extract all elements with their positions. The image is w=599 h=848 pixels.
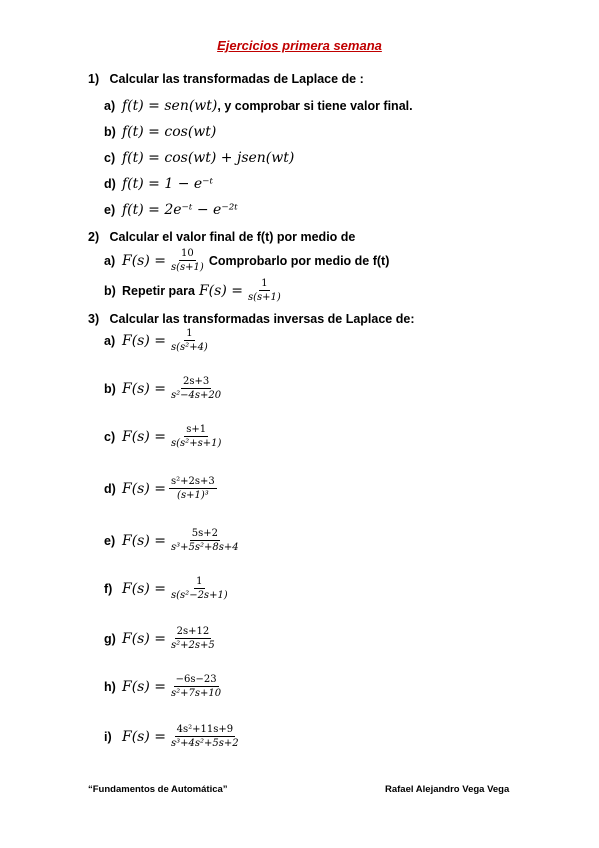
s3-item-a: a) F(s) = $\frac{1}{\text{s(s²+4)}}$ <box>104 328 208 353</box>
s1-item-c: c) f(t) = cos(wt) + jsen(wt) <box>104 150 295 166</box>
s1-b-expr: f(t) = cos(wt) <box>122 124 217 140</box>
s3-e-lhs: F(s) = <box>122 532 167 549</box>
fraction-denominator: s³+5s²+8s+4 <box>171 542 239 553</box>
s3-item-e: e) F(s) = $\frac{5s+2}{\text{s³+5s²+8s+4}}$ <box>104 528 239 553</box>
s3-b-lhs: F(s) = <box>122 380 167 397</box>
fraction-numerator: 10 <box>181 248 194 259</box>
s3-item-h: h) F(s) = $\frac{-6s-23}{\text{s²+7s+10}}$ <box>104 674 222 699</box>
section-2-text: Calcular el valor final de f(t) por medio de <box>109 230 356 244</box>
fraction-denominator: s(s²+4) <box>171 342 208 353</box>
fraction-denominator: s(s+1) <box>171 262 204 273</box>
section-1-heading <box>88 72 364 86</box>
fraction-denominator: s(s²−2s+1) <box>171 590 228 601</box>
s3-i-lhs: F(s) = <box>122 728 167 745</box>
s3-g-fraction <box>169 626 217 651</box>
s3-b-fraction <box>169 376 223 401</box>
s2-item-b: b) Repetir para F(s) = $\frac{1}{s(s+1)}$ <box>104 278 281 303</box>
fraction-numerator: 1 <box>186 328 193 339</box>
fraction-numerator: 2s+3 <box>182 376 210 387</box>
s3-g-lhs: F(s) = <box>122 630 167 647</box>
s1-d-expr: f(t) = 1 − e⁻ᵗ <box>122 176 214 192</box>
s3-d-lhs: F(s) = <box>122 480 167 497</box>
s3-item-f: f) F(s) = $\frac{1}{\text{s(s²−2s+1)}}$ <box>104 576 228 601</box>
section-3-number: 3) <box>88 312 100 326</box>
s1-item-a: a) f(t) = sen(wt) , y comprobar si tiene valor final. <box>104 98 413 114</box>
s3-item-g: g) F(s) = $\frac{2s+12}{\text{s²+2s+5}}$ <box>104 626 215 651</box>
section-2-number: 2) <box>88 230 100 244</box>
s1-item-b: b) f(t) = cos(wt) <box>104 124 217 140</box>
footer-course: “Fundamentos de Automática” <box>88 784 228 795</box>
section-2-heading <box>88 230 355 244</box>
s3-d-fraction <box>169 476 217 501</box>
s3-item-d: d) F(s) = $\frac{\text{s²+2s+3}}{\text{(s+1)³}}$ <box>104 476 215 501</box>
fraction-denominator: s²+2s+5 <box>171 640 215 651</box>
section-3-text: Calcular las transformadas inversas de Laplace de: <box>109 312 415 326</box>
section-1-number: 1) <box>88 72 100 86</box>
section-1-text: Calcular las transformadas de Laplace de : <box>109 72 364 86</box>
s3-f-lhs: F(s) = <box>122 580 167 597</box>
s1-c-expr: f(t) = cos(wt) + jsen(wt) <box>122 150 295 166</box>
fraction-numerator: 1 <box>261 278 268 289</box>
s3-i-fraction <box>169 724 241 749</box>
s3-a-lhs: F(s) = <box>122 332 167 349</box>
s1-a-expr: f(t) = sen(wt) <box>122 98 218 114</box>
s1-a-note: , y comprobar si tiene valor final. <box>217 99 413 113</box>
fraction-numerator: 5s+2 <box>191 528 218 539</box>
s3-a-fraction <box>169 328 210 353</box>
fraction-denominator: s³+4s²+5s+2 <box>171 738 239 749</box>
s2-a-note: Comprobarlo por medio de f(t) <box>208 253 390 268</box>
fraction-numerator: 1 <box>196 576 203 587</box>
s3-item-c: c) F(s) = $\frac{s+1}{\text{s(s²+s+1)}}$ <box>104 424 222 449</box>
s3-h-lhs: F(s) = <box>122 678 167 695</box>
fraction-numerator: 4s²+11s+9 <box>176 724 234 735</box>
fraction-denominator: (s+1)³ <box>177 490 209 501</box>
s1-item-e: e) f(t) = 2e⁻ᵗ − e⁻²ᵗ <box>104 202 238 218</box>
s3-item-i: i) F(s) = $\frac{\text{4s²+11s+9}}{\text{s³+4s²+5s+2}}$ <box>104 724 239 749</box>
footer-author: Rafael Alejandro Vega Vega <box>385 784 510 795</box>
s3-c-lhs: F(s) = <box>122 428 167 445</box>
fraction-denominator: s(s+1) <box>247 292 281 303</box>
fraction-numerator: s+1 <box>186 424 207 435</box>
fraction-numerator: −6s−23 <box>175 674 217 685</box>
s3-h-fraction <box>169 674 223 699</box>
s3-item-b: b) F(s) = $\frac{2s+3}{\text{s²−4s+20}}$ <box>104 376 222 401</box>
s1-item-d: d) f(t) = 1 − e⁻ᵗ <box>104 176 214 192</box>
fraction-numerator: s²+2s+3 <box>171 476 215 487</box>
s2-a-fraction <box>169 248 206 273</box>
fraction-denominator: s(s²+s+1) <box>171 438 222 449</box>
s2-item-a: a) F(s) = $\frac{10}{s(s+1)}$ Comprobarlo por medio de f(t) <box>104 248 390 273</box>
fraction-denominator: s²+7s+10 <box>171 688 222 699</box>
s2-b-pre: Repetir para <box>122 283 195 298</box>
s2-a-lhs: F(s) = <box>122 252 167 269</box>
s3-c-fraction <box>169 424 223 449</box>
s2-b-fraction <box>246 278 283 303</box>
fraction-numerator: 2s+12 <box>176 626 210 637</box>
section-3-heading <box>88 312 414 326</box>
page-title: Ejercicios primera semana <box>217 38 382 53</box>
fraction-denominator: s²−4s+20 <box>171 390 222 401</box>
s3-f-fraction <box>169 576 230 601</box>
s3-e-fraction <box>169 528 241 553</box>
s1-e-expr: f(t) = 2e⁻ᵗ − e⁻²ᵗ <box>122 202 238 218</box>
s2-b-lhs: F(s) = <box>198 282 243 299</box>
